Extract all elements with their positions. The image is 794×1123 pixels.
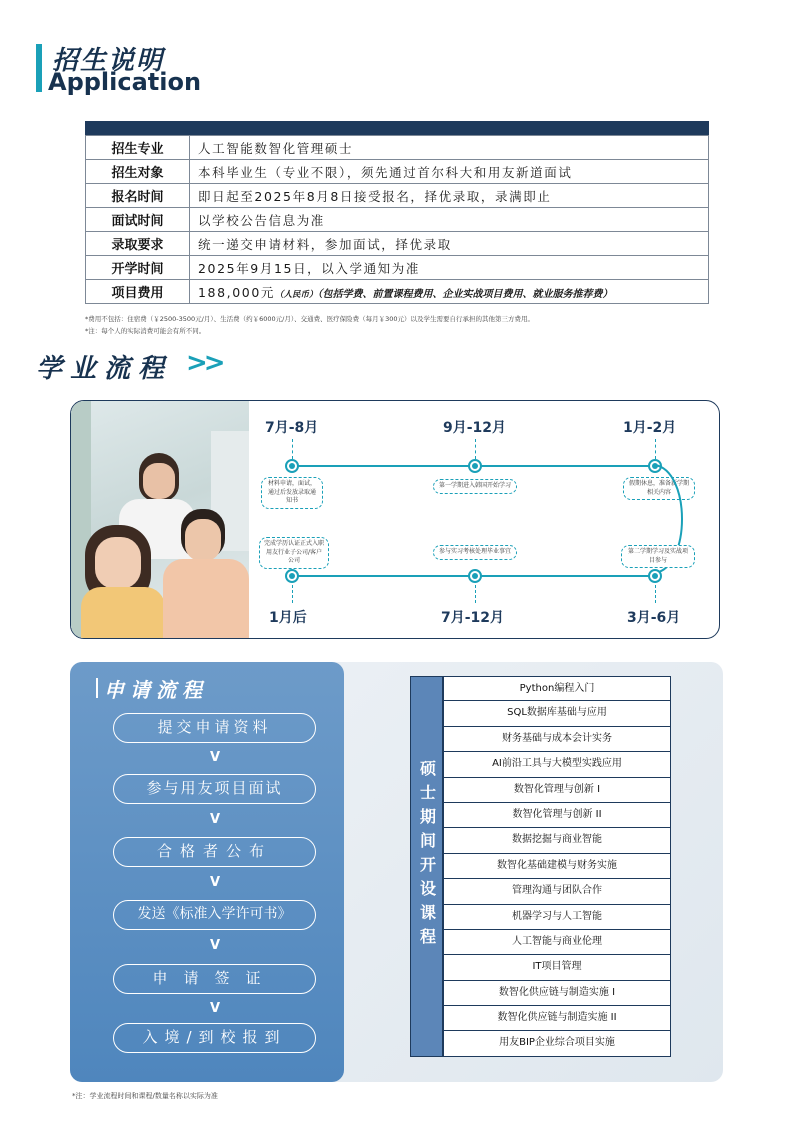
timeline-box: 完成学历认证正式入职用友行业子公司/客户公司 [259,537,329,569]
course-item: 人工智能与商业伦理 [443,930,671,955]
row-value: 人工智能数智化管理硕士 [190,136,709,160]
chevron-down-icon: V [209,750,221,765]
timeline-date: 1月-2月 [623,420,677,436]
application-step: 提交申请资料 [113,713,316,743]
table-row [86,136,709,160]
row-key: 录取要求 [86,232,190,256]
application-step: 申请签证 [113,964,316,994]
table-row [86,184,709,208]
row-value: 2025年9月15日，以入学通知为准 [190,256,709,280]
row-key: 招生专业 [86,136,190,160]
row-value: 即日起至2025年8月8日接受报名，择优录取，录满即止 [190,184,709,208]
course-item: SQL数据库基础与应用 [443,701,671,726]
footnote: *注：学业流程时间和课程/数量名称以实际为准 [72,1092,218,1100]
timeline-date: 7月-8月 [265,420,319,436]
row-key: 招生对象 [86,160,190,184]
connector [475,439,476,459]
timeline-node [468,569,482,583]
table-row [86,208,709,232]
timeline-node [468,459,482,473]
double-arrow-icon: >> [186,348,222,378]
timeline-date: 7月-12月 [441,610,505,626]
connector [655,585,656,603]
row-key: 报名时间 [86,184,190,208]
chevron-down-icon: V [209,875,221,890]
courses-label-text: 硕士期间开设课程 [417,760,437,952]
course-item: 机器学习与人工智能 [443,905,671,930]
table-header-bar [85,121,709,135]
page-title: 招生说明 [52,46,165,76]
row-key: 面试时间 [86,208,190,232]
timeline-card [70,400,720,639]
row-value: 以学校公告信息为准 [190,208,709,232]
application-step: 发送《标准入学许可书》 [113,900,316,930]
timeline-node [285,569,299,583]
fee-value [190,280,709,304]
row-key: 开学时间 [86,256,190,280]
course-item: 用友BIP企业综合项目实施 [443,1031,671,1056]
timeline-date: 9月-12月 [443,420,507,436]
students-photo [71,401,249,639]
admission-table [85,121,709,304]
row-key: 项目费用 [86,280,190,304]
table-row [86,160,709,184]
timeline-box: 第一学期进入韩国开始学习 [433,479,517,494]
course-item: 管理沟通与团队合作 [443,879,671,904]
courses-label [410,760,443,952]
table-row [86,256,709,280]
timeline-date: 3月-6月 [627,610,681,626]
row-value: 本科毕业生（专业不限），须先通过首尔科大和用友新道面试 [190,160,709,184]
chevron-down-icon: V [209,938,221,953]
application-title: 申请流程 [104,678,208,702]
fee-note: （包括学费、前置课程费用、企业实战项目费用、就业服务推荐费） [317,288,613,300]
course-item: Python编程入门 [443,676,671,701]
timeline-node [285,459,299,473]
course-item: IT项目管理 [443,955,671,980]
application-step: 合格者公布 [113,837,316,867]
table-row [86,232,709,256]
timeline-date: 1月后 [269,610,307,626]
fee-currency: （人民币） [275,289,318,300]
course-list [443,676,671,1057]
table-row-fee [86,280,709,304]
connector [292,439,293,459]
course-item: 数智化供应链与制造实施 II [443,1006,671,1031]
chevron-down-icon: V [209,812,221,827]
timeline-box: 假期休息，准备新学期相关内容 [623,477,695,500]
page-subtitle: Application [48,68,202,96]
fee-footnote-2: *注：每个人的实际消费可能会有所不同。 [85,327,206,335]
timeline-box: 参与实习考核处理毕业事宜 [433,545,517,560]
study-process-title: 学业流程 [36,354,173,384]
course-item: 数智化基础建模与财务实施 [443,854,671,879]
course-item: 数智化供应链与制造实施 I [443,981,671,1006]
timeline-box: 第二学期学习及实战项目参与 [621,545,695,568]
application-step: 参与用友项目面试 [113,774,316,804]
course-item: 数据挖掘与商业智能 [443,828,671,853]
course-item: 数智化管理与创新 I [443,778,671,803]
application-step: 入境/到校报到 [113,1023,316,1053]
title-accent-bar [96,678,98,698]
timeline-box: 材料申请，面试，通过后发放录取通知书 [261,477,323,509]
connector [475,585,476,603]
fee-footnote: *费用不包括：住宿费（￥2500-3500元/月）、生活费（约￥6000元/月）、交通费、医疗保险费（每月￥300元）以及学生需要自行承担的其他第三方费用。 [85,315,535,323]
course-item: 数智化管理与创新 II [443,803,671,828]
course-item: 财务基础与成本会计实务 [443,727,671,752]
fee-amount: 188,000元 [198,284,275,300]
connector [292,585,293,603]
timeline-node [648,569,662,583]
header-accent-bar [36,44,42,92]
connector [655,439,656,459]
chevron-down-icon: V [209,1001,221,1016]
course-item: AI前沿工具与大模型实践应用 [443,752,671,777]
row-value: 统一递交申请材料，参加面试，择优录取 [190,232,709,256]
